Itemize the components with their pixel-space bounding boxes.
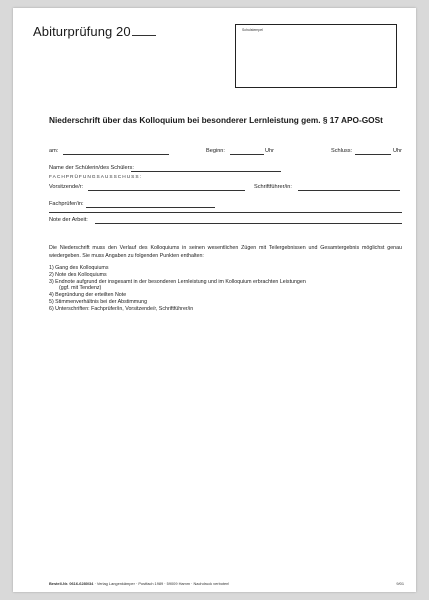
end-time-field-line[interactable] bbox=[355, 154, 391, 155]
end-time-label: Schluss: bbox=[331, 148, 353, 154]
list-item: 1) Gang des Kolloquiums bbox=[49, 265, 109, 271]
grade-label: Note der Arbeit: bbox=[49, 217, 88, 223]
start-time-field-line[interactable] bbox=[230, 154, 264, 155]
year-blank-line bbox=[132, 35, 156, 36]
requirements-list bbox=[49, 265, 306, 313]
school-stamp-box bbox=[235, 24, 397, 88]
start-time-unit: Uhr bbox=[265, 148, 275, 154]
separator-line bbox=[49, 212, 402, 213]
date-label: am: bbox=[49, 148, 59, 154]
recorder-field-line[interactable] bbox=[298, 190, 400, 191]
page-title bbox=[33, 24, 156, 39]
document-heading: Niederschrift über das Kolloquium bei besonderer Lernleistung gem. § 17 APO-GOSt bbox=[49, 115, 383, 125]
examiner-label: Fachprüfer/in: bbox=[49, 201, 84, 207]
grade-field-line[interactable] bbox=[95, 223, 402, 224]
publisher-text: · Verlag Langenkämper · Postfach 1989 · 59009 Hamm · Nachdruck verboten! bbox=[94, 581, 230, 586]
examiner-field-line[interactable] bbox=[86, 207, 215, 208]
footer-code: 9/01 bbox=[396, 581, 404, 586]
chair-field-line[interactable] bbox=[88, 190, 245, 191]
order-number: Bestell-Nr. 0616-6280/34 bbox=[49, 581, 94, 586]
committee-section-label: FACHPRÜFUNGSAUSSCHUSS: bbox=[49, 175, 142, 180]
list-item: 6) Unterschriften: Fachprüfer/in, Vorsitzende/r, Schriftführer/in bbox=[49, 305, 194, 312]
document-page bbox=[13, 8, 416, 592]
footer-publisher bbox=[49, 581, 229, 586]
list-item: 4) Begründung der erteilten Note bbox=[49, 292, 127, 299]
recorder-label: Schriftführer/in: bbox=[254, 184, 292, 190]
list-item: 5) Stimmenverhältnis bei der Abstimmung bbox=[49, 298, 148, 305]
title-text: Abiturprüfung 20 bbox=[33, 24, 131, 39]
stamp-label: Schulstempel bbox=[242, 28, 264, 32]
date-field-line[interactable] bbox=[63, 154, 169, 155]
instructions-paragraph: Die Niederschrift muss den Verlauf des Kolloquiums in seinen wesentlichen Zügen mit Teilergebnissen und Gesamtergebnis möglichst genau wiedergeben. Sie muss Angaben zu folgenden Punkten enthalten: bbox=[49, 245, 402, 260]
start-time-label: Beginn: bbox=[206, 148, 225, 154]
student-name-field-line[interactable] bbox=[131, 171, 281, 172]
student-name-label: Name der Schülerin/des Schülers: bbox=[49, 165, 134, 171]
list-item: (ggf. mit Tendenz) bbox=[59, 285, 102, 292]
chair-label: Vorsitzende/r: bbox=[49, 184, 84, 190]
end-time-unit: Uhr bbox=[393, 148, 403, 154]
list-item: 3) Endnote aufgrund der insgesamt in der besonderen Lernleistung und im Kolloquium erbrachten Leistungen bbox=[49, 278, 306, 285]
list-item: 2) Note des Kolloquiums bbox=[49, 271, 107, 278]
